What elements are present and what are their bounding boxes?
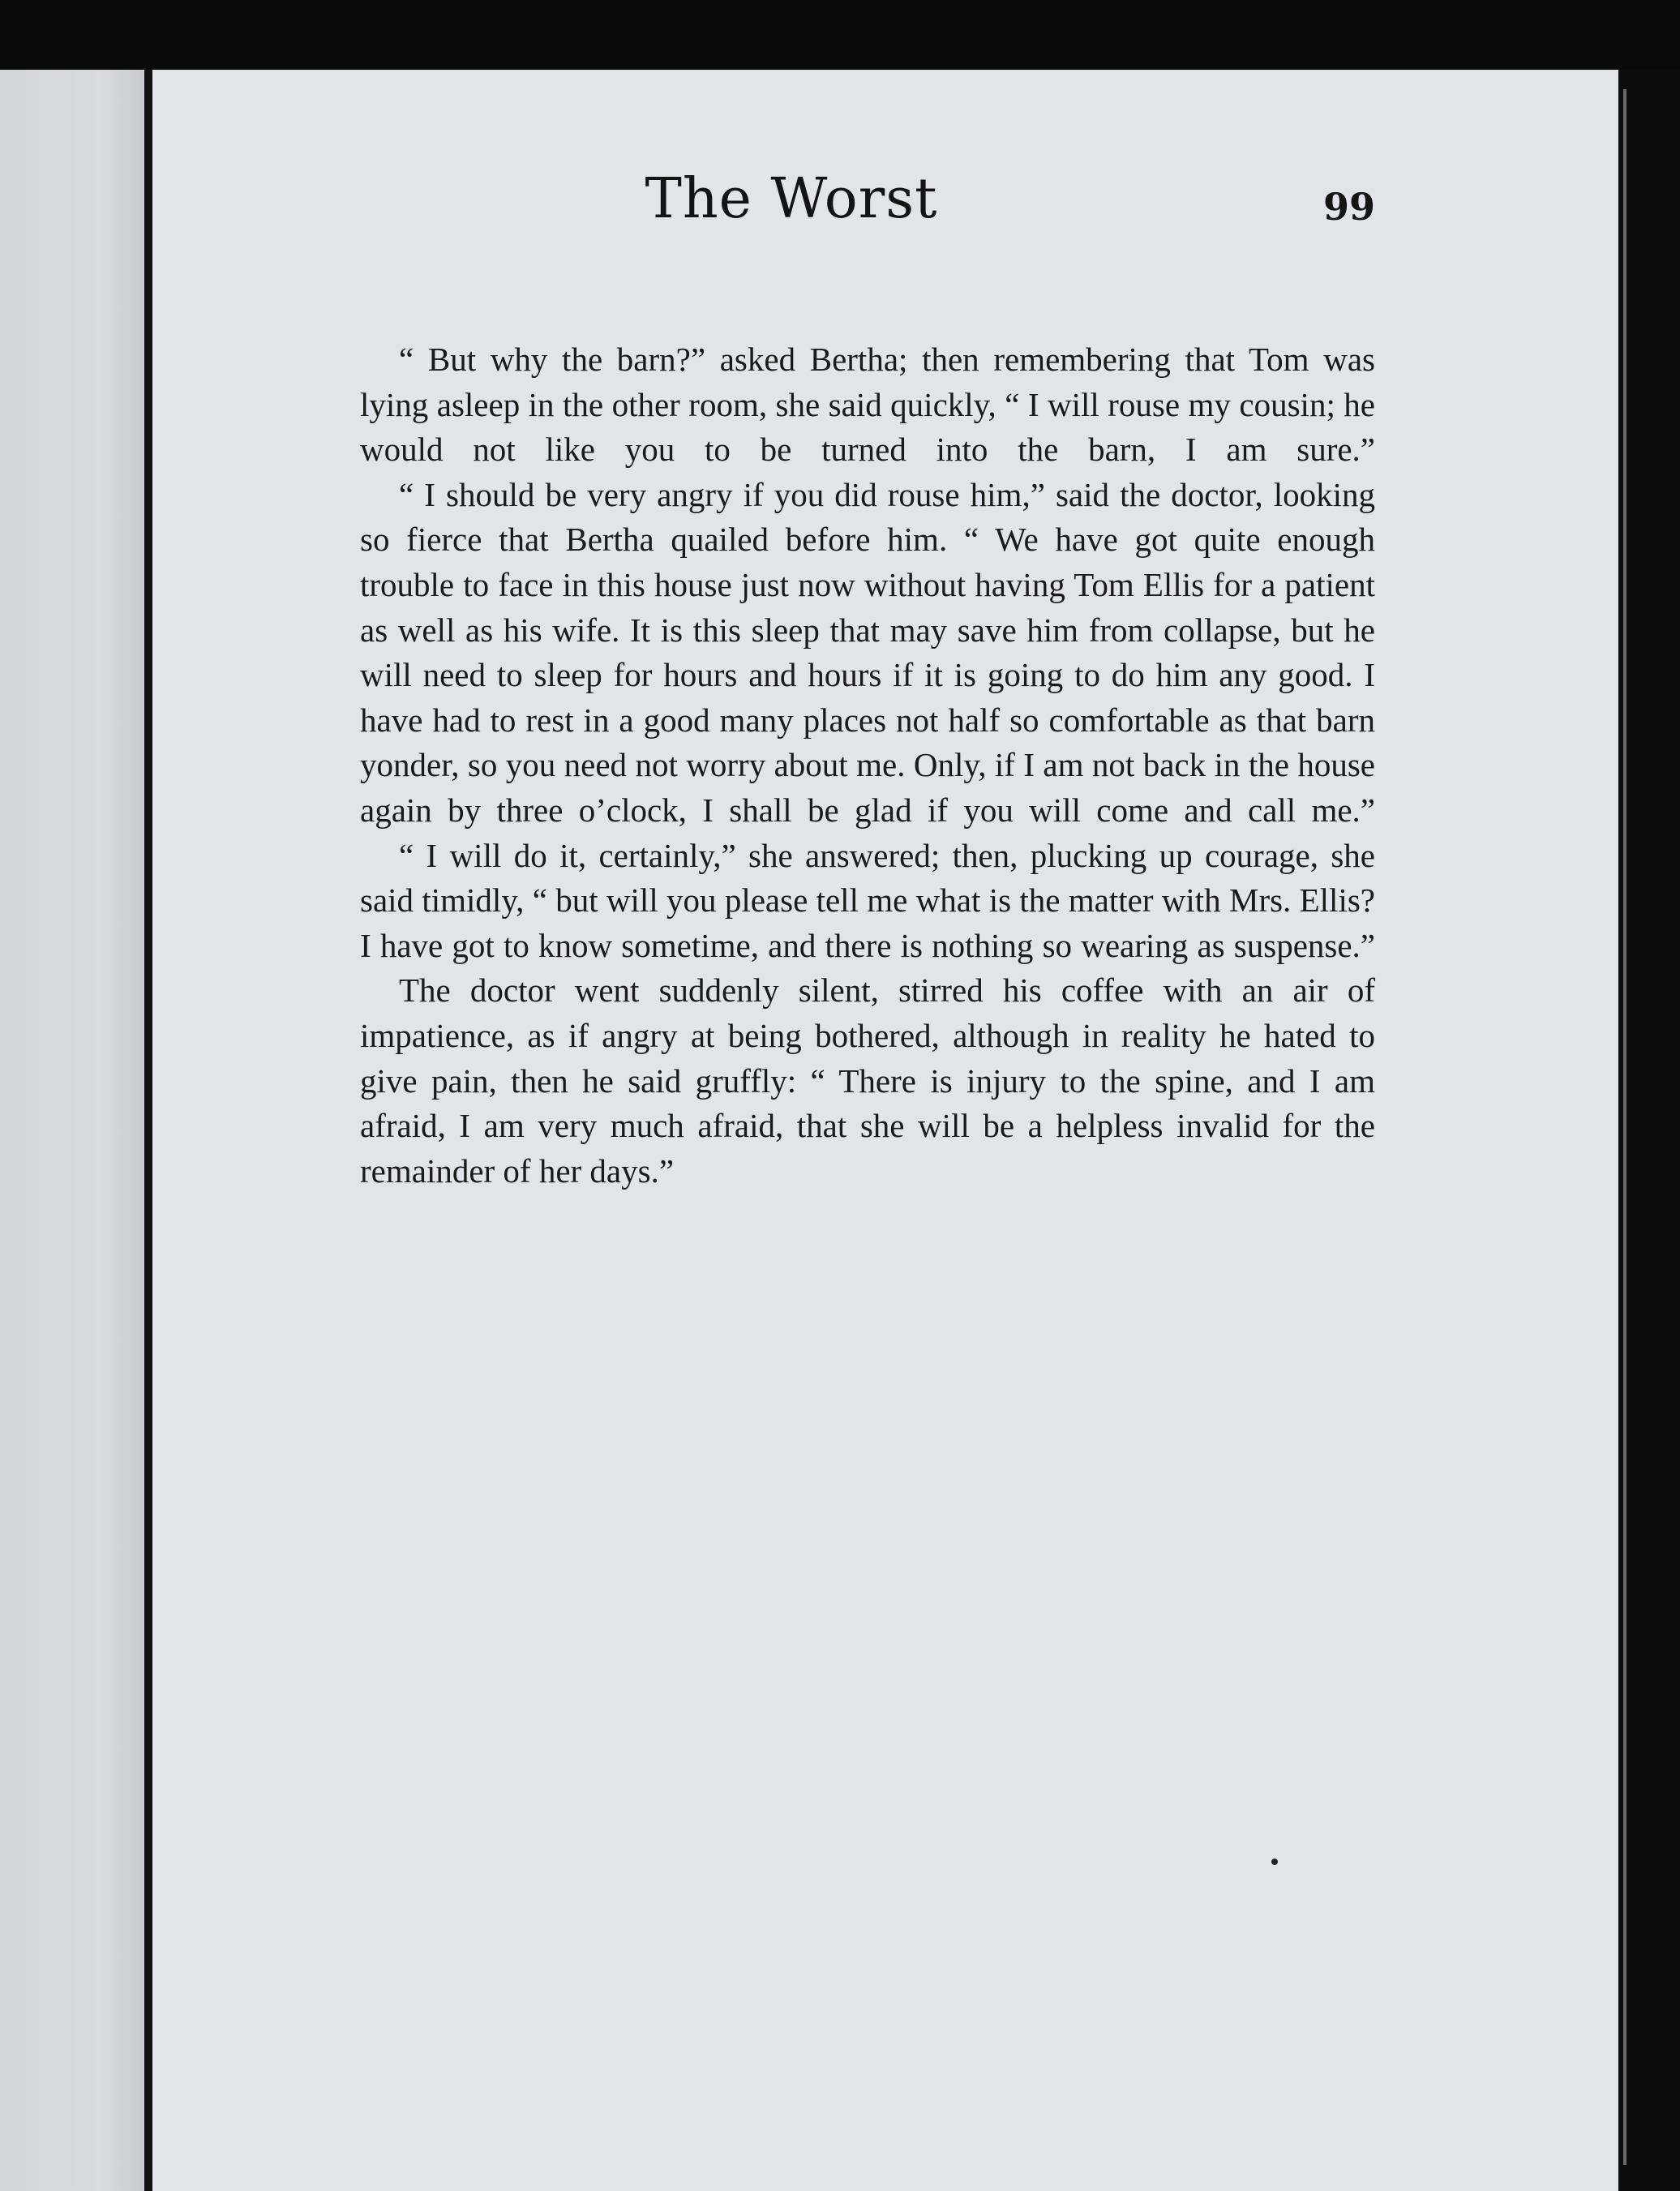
facing-page-edge	[0, 70, 144, 2191]
scan-speck	[1271, 1859, 1278, 1865]
page-edge-shadow	[1618, 70, 1680, 2191]
page-number: 99	[1322, 185, 1375, 229]
paragraph: “ I will do it, certainly,” she answered; then, plucking up courage, she said timidly, “ but will you please tell me what is the matter with Mrs. Ellis? I have got to know sometime, and there is nothing so wearing as suspense.”	[360, 836, 1375, 964]
page-header	[208, 167, 1375, 256]
paragraph: The doctor went suddenly silent, stirred his coffee with an air of impatience, as if angry at being bothered, although in reality he hated to give pain, then he said gruffly: “ There is injury to the spine, and I am afraid, I am very much afraid, that she will be a helpless invalid for the remainder of her days.”	[360, 971, 1375, 1190]
paragraph: “ I should be very angry if you did rouse him,” said the doctor, looking so fierce that Bertha quailed before him. “ We have got quite enough trouble to face in this house just now without having Tom Ellis for a patient as well as his wife. It is this sleep that may save him from collapse, but he will need to sleep for hours and hours if it is going to do him any good. I have had to rest in a good many places not half so comfortable as that barn yonder, so you need not worry about me. Only, if I am not back in the house again by three o’clock, I shall be glad if you will come and call me.”	[360, 475, 1375, 829]
body-text	[360, 337, 1375, 1194]
running-title: The Worst	[645, 167, 938, 231]
book-gutter	[144, 70, 152, 2191]
paragraph: “ But why the barn?” asked Bertha; then remembering that Tom was lying asleep in the other room, she said quickly, “ I will rouse my cousin; he would not like you to be turned into the barn, I am sure.”	[360, 341, 1375, 469]
page-edge-strip	[1623, 89, 1626, 2165]
